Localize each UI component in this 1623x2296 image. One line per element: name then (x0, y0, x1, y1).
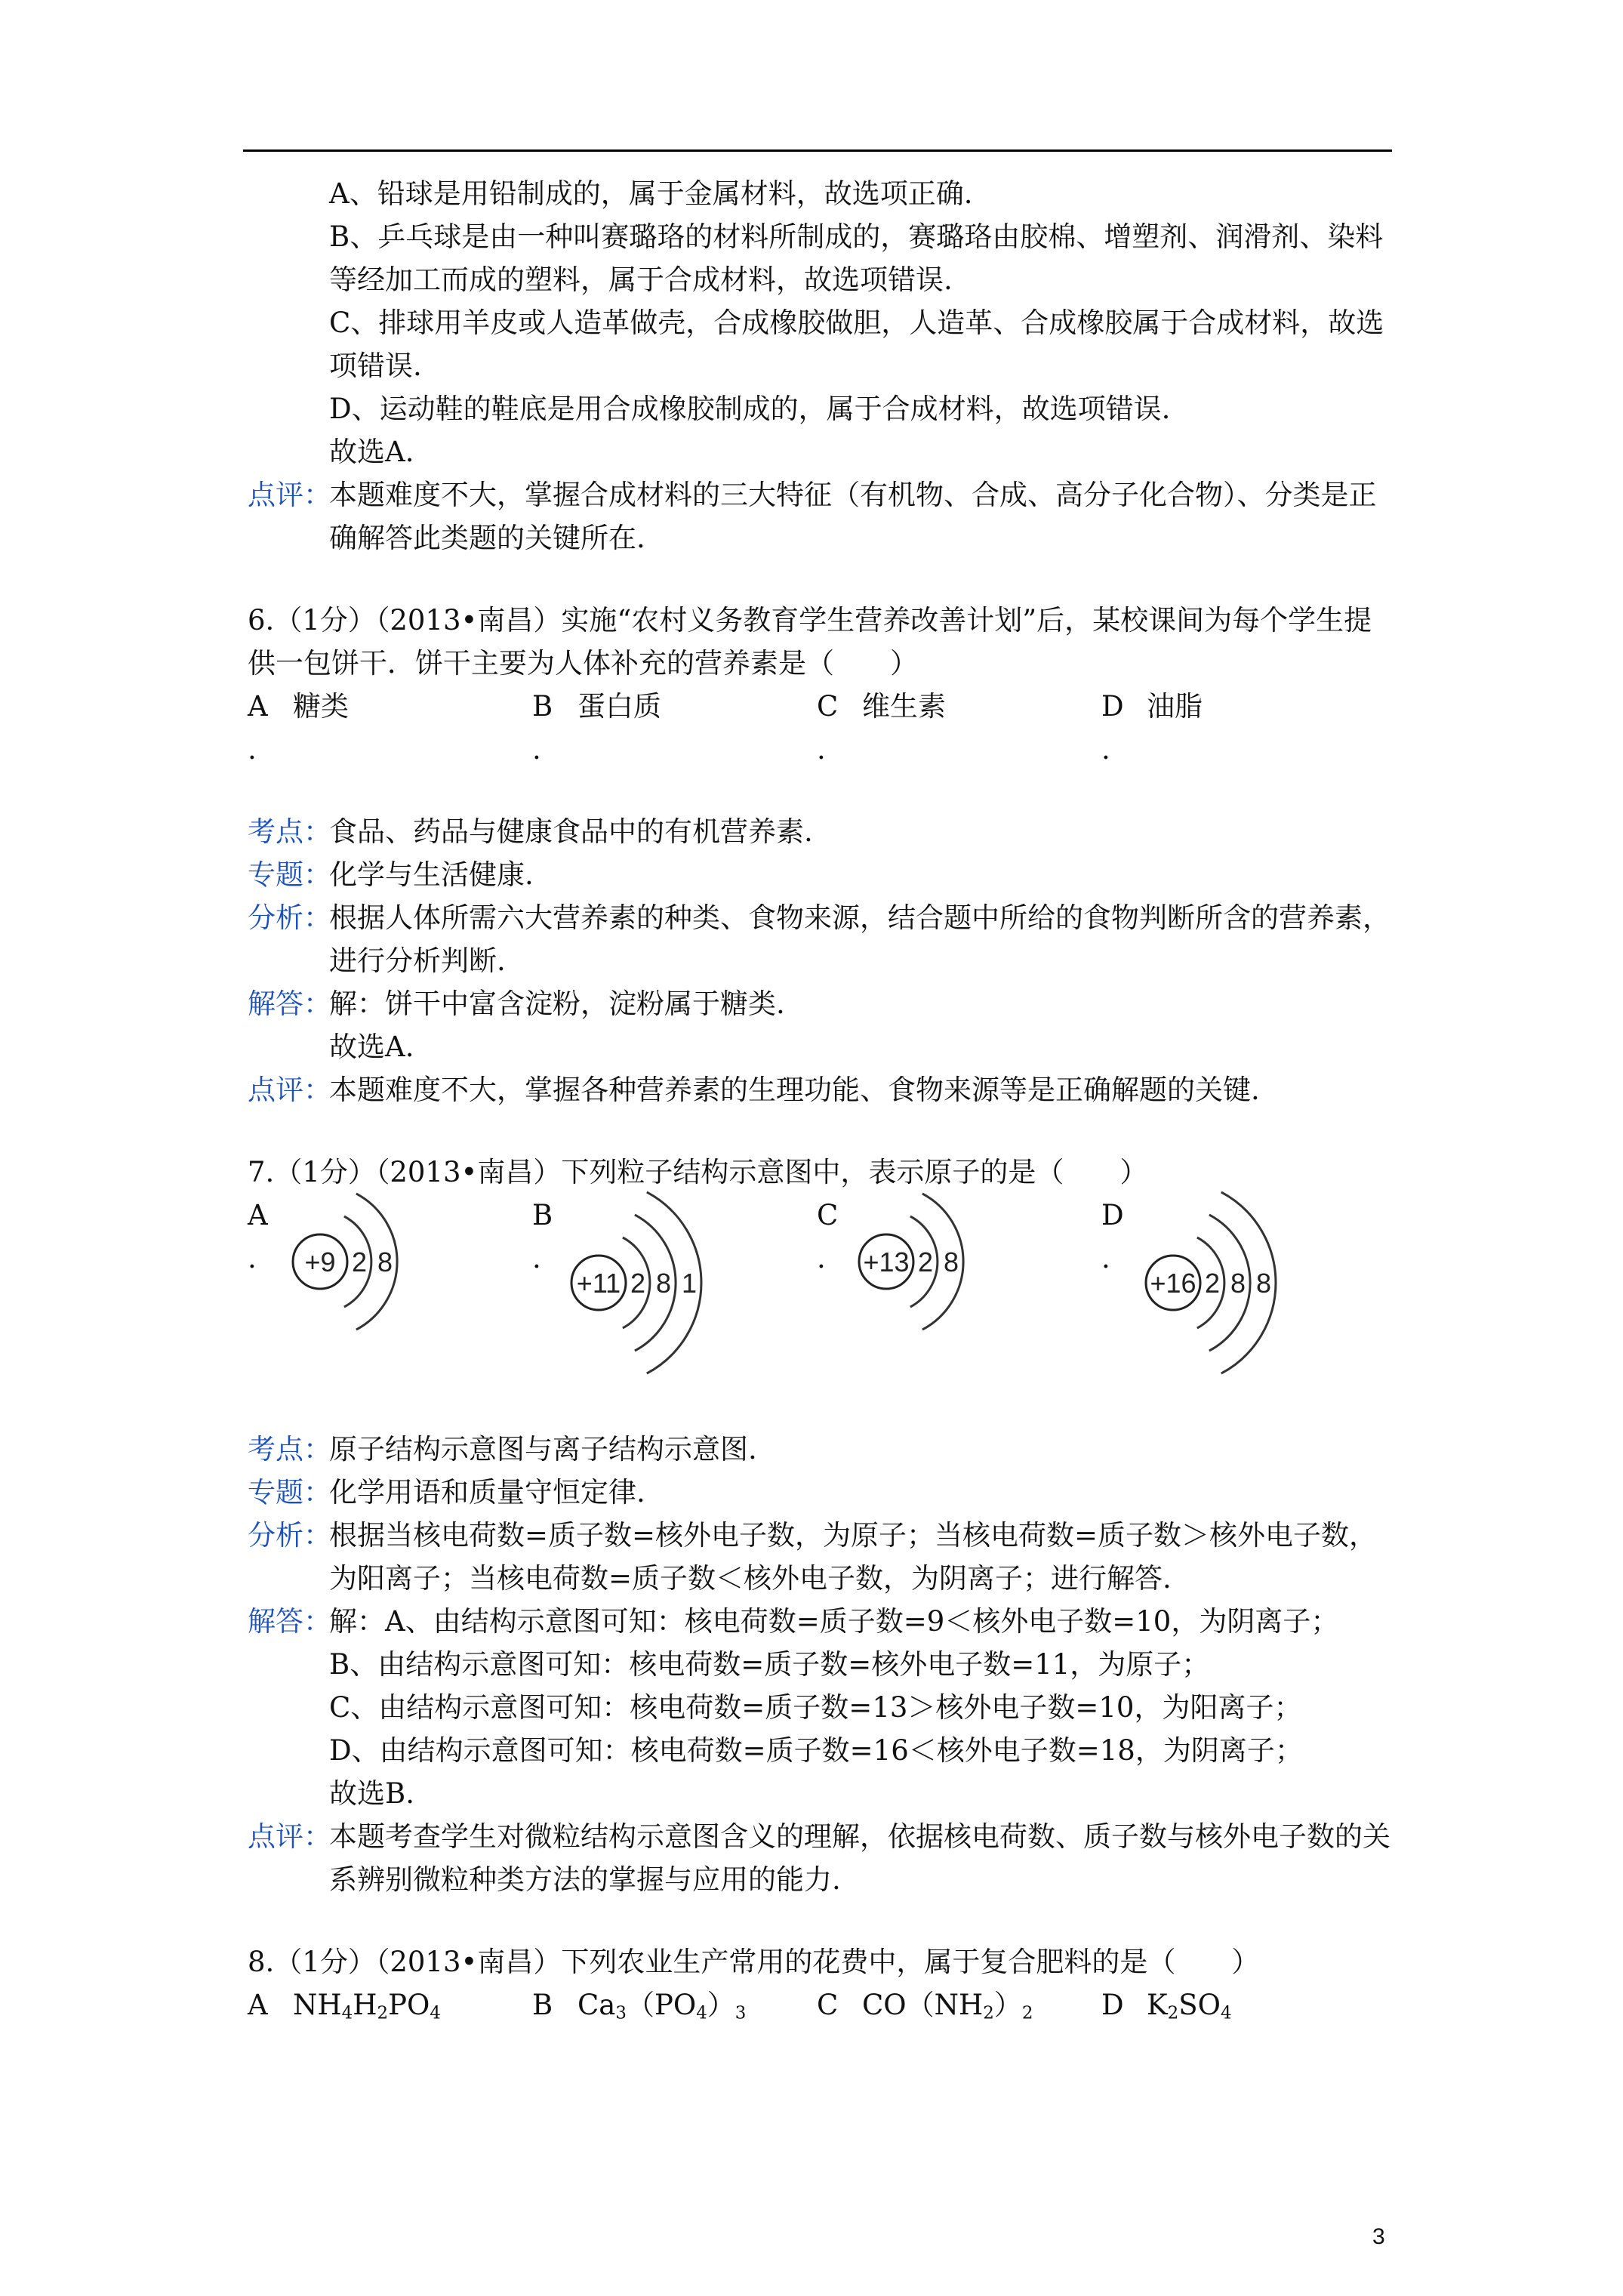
fenxi-label: 分析： (248, 1519, 331, 1552)
review-label: 点评： (248, 479, 331, 511)
formula-text: SO (1178, 1989, 1221, 2021)
kaodian-text: 食品、药品与健康食品中的有机营养素. (329, 815, 813, 848)
q7-options (248, 1194, 1395, 1405)
option-dot: . (1101, 1242, 1110, 1274)
formula-subscript: 4 (430, 2003, 441, 2023)
q7-jieda-c: C、由结构示意图可知：核电荷数=质子数=13＞核外电子数=10，为阳离子； (329, 1691, 1302, 1724)
fenxi-text: 根据人体所需六大营养素的种类、食物来源，结合题中所给的食物判断所含的营养素，进行分析判断. (329, 901, 1390, 977)
option-letter: A (248, 1989, 268, 2021)
option-dot: . (248, 1242, 257, 1274)
q6-option-a (248, 685, 532, 771)
zhuanti-text: 化学与生活健康. (329, 858, 534, 891)
option-letter: C (817, 1989, 839, 2021)
option-dot: . (532, 1242, 541, 1274)
formula-text: PO (388, 1989, 430, 2021)
nucleus-label: +9 (304, 1247, 336, 1277)
formula-text: K (1147, 1989, 1168, 2021)
q6-dianping (248, 1068, 1395, 1111)
atom-diagram-b (532, 1194, 817, 1405)
formula-subscript: 2 (1021, 2003, 1033, 2023)
q7-kaodian (248, 1428, 1395, 1471)
option-text: 油脂 (1147, 690, 1203, 723)
q8-stem: 8.（1分）（2013•南昌）下列农业生产常用的花费中，属于复合肥料的是（ ） (248, 1946, 1260, 1978)
formula-subscript: 2 (1167, 2003, 1179, 2023)
q8-options (248, 1983, 1395, 2026)
dianping-label: 点评： (248, 1074, 331, 1106)
q7-option-a (248, 1194, 532, 1405)
option-text: 蛋白质 (577, 690, 661, 723)
jieda-text: 解：A、由结构示意图可知：核电荷数=质子数=9＜核外电子数=10，为阴离子； (329, 1605, 1339, 1638)
formula-subscript: 3 (735, 2003, 747, 2023)
q6-option-b (532, 685, 817, 771)
q7-jieda-b: B、由结构示意图可知：核电荷数=质子数=核外电子数=11，为原子； (329, 1648, 1210, 1681)
shell-electron-count: 8 (943, 1247, 959, 1277)
q6-option-c (817, 685, 1101, 771)
shell-electron-count: 8 (655, 1268, 672, 1299)
option-letter: C (817, 690, 839, 723)
q5-line-a: A、铅球是用铅制成的，属于金属材料，故选项正确. (329, 177, 973, 210)
q7-fenxi (248, 1514, 1395, 1600)
kaodian-label: 考点： (248, 1433, 331, 1465)
q7-answer: 故选B. (329, 1777, 414, 1810)
q7-jieda (248, 1600, 1395, 1643)
formula-text: H (353, 1989, 377, 2021)
jieda-label: 解答： (248, 1605, 331, 1638)
option-letter: A (248, 690, 268, 723)
header-rule (243, 149, 1392, 152)
nucleus-label: +16 (1150, 1268, 1196, 1299)
formula (1147, 1983, 1232, 2026)
q6-zhuanti (248, 853, 1395, 896)
formula-subscript: 2 (983, 2003, 994, 2023)
q7-option-d (1101, 1194, 1386, 1405)
q6-options (248, 685, 1395, 771)
kaodian-label: 考点： (248, 815, 331, 848)
q5-line-d: D、运动鞋的鞋底是用合成橡胶制成的，属于合成材料，故选项错误. (329, 393, 1171, 425)
dianping-text: 本题考查学生对微粒结构示意图含义的理解，依据核电荷数、质子数与核外电子数的关系辨别微粒种类方法的掌握与应用的能力. (329, 1820, 1390, 1896)
option-letter: D (1101, 1199, 1124, 1231)
fenxi-label: 分析： (248, 901, 331, 934)
option-letter: D (1101, 690, 1124, 723)
formula-subscript: 4 (341, 2003, 353, 2023)
formula (577, 1983, 746, 2026)
q6-stem: 6.（1分）（2013•南昌）实施“农村义务教育学生营养改善计划”后，某校课间为每个学生提供一包饼干．饼干主要为人体补充的营养素是（ ） (248, 604, 1372, 680)
page-content (248, 172, 1395, 2026)
q8-option-c (817, 1983, 1101, 2026)
atom-diagram-c (817, 1194, 1101, 1405)
option-letter: C (817, 1199, 839, 1231)
formula (862, 1983, 1033, 2026)
q7-option-b (532, 1194, 817, 1405)
formula-subscript: 2 (377, 2003, 389, 2023)
shell-electron-count: 8 (1230, 1268, 1246, 1299)
option-dot: . (817, 733, 826, 766)
option-letter: B (532, 1199, 553, 1231)
option-dot: . (248, 733, 257, 766)
formula-subscript: 4 (696, 2003, 707, 2023)
nucleus-label: +13 (863, 1247, 910, 1277)
formula-text: NH (293, 1989, 342, 2021)
option-dot: . (817, 1242, 826, 1274)
page-number: 3 (1372, 2224, 1385, 2249)
q7-option-c (817, 1194, 1101, 1405)
q5-line-c: C、排球用羊皮或人造革做壳，合成橡胶做胆，人造革、合成橡胶属于合成材料，故选项错误. (329, 307, 1384, 382)
q5-review (248, 473, 1395, 559)
option-letter: A (248, 1199, 268, 1231)
option-dot: . (1101, 733, 1110, 766)
formula-subscript: 4 (1220, 2003, 1232, 2023)
zhuanti-text: 化学用语和质量守恒定律. (329, 1476, 645, 1509)
q8-option-a (248, 1983, 532, 2026)
q8-option-d (1101, 1983, 1386, 2026)
option-letter: B (532, 690, 553, 723)
q6-jieda (248, 982, 1395, 1025)
q6-kaodian (248, 810, 1395, 853)
shell-electron-count: 8 (1255, 1268, 1272, 1299)
formula (293, 1983, 441, 2026)
formula-subscript: 3 (615, 2003, 627, 2023)
shell-electron-count: 2 (1204, 1268, 1221, 1299)
option-dot: . (532, 733, 541, 766)
shell-electron-count: 2 (630, 1268, 646, 1299)
q5-answer: 故选A. (329, 436, 414, 468)
shell-electron-count: 2 (351, 1247, 368, 1277)
kaodian-text: 原子结构示意图与离子结构示意图. (329, 1433, 757, 1465)
fenxi-text: 根据当核电荷数=质子数=核外电子数，为原子；当核电荷数=质子数＞核外电子数，为阳离子；当核电荷数=质子数＜核外电子数，为阴离子；进行解答. (329, 1519, 1378, 1595)
option-text: 维生素 (862, 690, 946, 723)
q7-zhuanti (248, 1471, 1395, 1514)
q5-line-b: B、乒乓球是由一种叫赛璐珞的材料所制成的，赛璐珞由胶棉、增塑剂、润滑剂、染料等经加工而成的塑料，属于合成材料，故选项错误. (329, 220, 1384, 296)
atom-diagram-d (1101, 1194, 1386, 1405)
formula-text: Ca (577, 1989, 616, 2021)
q6-fenxi (248, 896, 1395, 982)
jieda-label: 解答： (248, 988, 331, 1020)
nucleus-label: +11 (576, 1268, 621, 1299)
q7-stem: 7.（1分）（2013•南昌）下列粒子结构示意图中，表示原子的是（ ） (248, 1156, 1148, 1188)
q6-answer: 故选A. (329, 1031, 414, 1063)
dianping-label: 点评： (248, 1820, 331, 1853)
q7-dianping (248, 1815, 1395, 1901)
zhuanti-label: 专题： (248, 1476, 331, 1509)
q6-option-d (1101, 685, 1386, 771)
option-letter: D (1101, 1989, 1124, 2021)
jieda-text: 解：饼干中富含淀粉，淀粉属于糖类. (329, 988, 785, 1020)
shell-electron-count: 2 (917, 1247, 934, 1277)
shell-electron-count: 1 (681, 1268, 698, 1299)
review-text: 本题难度不大，掌握合成材料的三大特征（有机物、合成、高分子化合物）、分类是正确解答此类题的关键所在. (329, 479, 1377, 554)
q7-jieda-d: D、由结构示意图可知：核电荷数=质子数=16＜核外电子数=18，为阴离子； (329, 1734, 1303, 1767)
formula-text: CO（NH (862, 1989, 984, 2021)
formula-text: ） (707, 1989, 735, 2021)
zhuanti-label: 专题： (248, 858, 331, 891)
formula-text: （PO (626, 1989, 697, 2021)
shell-electron-count: 8 (377, 1247, 393, 1277)
option-text: 糖类 (293, 690, 349, 723)
atom-diagram-a (248, 1194, 532, 1405)
formula-text: ） (993, 1989, 1022, 2021)
option-letter: B (532, 1989, 553, 2021)
q8-option-b (532, 1983, 817, 2026)
dianping-text: 本题难度不大，掌握各种营养素的生理功能、食物来源等是正确解题的关键. (329, 1074, 1260, 1106)
